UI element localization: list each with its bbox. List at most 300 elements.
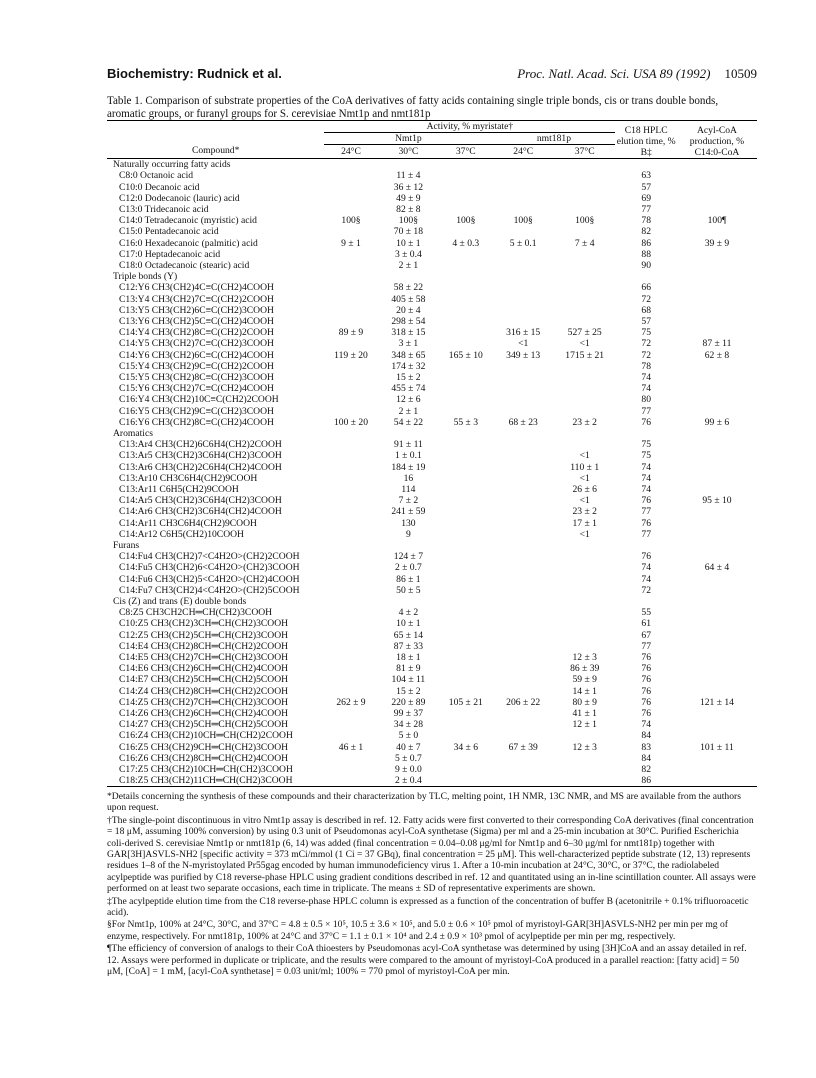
- compound-name: C17:0 Heptadecanoic acid: [119, 248, 221, 260]
- value-cell: [492, 282, 554, 293]
- value-cell: [324, 462, 377, 473]
- table-row: [107, 383, 757, 394]
- table-row: [107, 641, 757, 652]
- nmt1p-header: Nmt1p: [324, 133, 492, 145]
- value-cell: 86 ± 1: [396, 573, 421, 585]
- footnote: ‡The acylpeptide elution time from the C18 reverse-phase HPLC column is expressed as a function of the concentration of buffer B (acetonitrile + 0.1% trifluoroacetic acid).: [107, 895, 749, 919]
- value-cell: 89 ± 9: [338, 327, 364, 339]
- value-cell: 54 ± 22: [393, 416, 424, 428]
- value-cell: [554, 775, 616, 787]
- table-row: [107, 674, 757, 685]
- compound-name: C16:Y5 CH3(CH2)9C≡C(CH2)3COOH: [119, 405, 274, 417]
- value-cell: [677, 641, 757, 652]
- compound-name: C14:0 Tetradecanoic (myristic) acid: [119, 215, 257, 227]
- value-cell: 72: [641, 293, 651, 305]
- value-cell: 165 ± 10: [448, 349, 483, 361]
- value-cell: [677, 327, 757, 338]
- value-cell: [554, 249, 616, 260]
- table-caption: Table 1. Comparison of substrate properties of the CoA derivatives of fatty acids containing single triple bonds, cis or trans double bonds, aromatic groups, or furanyl groups for S. cerevisiae Nmt1p and nmt181p: [107, 95, 719, 120]
- value-cell: [324, 204, 377, 215]
- value-cell: 1 ± 0.1: [394, 450, 422, 462]
- table-row: [107, 562, 757, 573]
- value-cell: [492, 462, 554, 473]
- value-cell: [677, 663, 757, 674]
- value-cell: 76: [641, 663, 651, 675]
- value-cell: 349 ± 13: [506, 349, 541, 361]
- value-cell: 124 ± 7: [393, 551, 424, 563]
- compound-name: C14:Fu7 CH3(CH2)4<C4H2O>(CH2)5COOH: [119, 584, 300, 596]
- value-cell: 74: [641, 573, 651, 585]
- compound-name: C14:E5 CH3(CH2)7CH═CH(CH2)3COOH: [119, 652, 289, 664]
- value-cell: [554, 618, 616, 629]
- table-row: [107, 260, 757, 271]
- value-cell: [492, 204, 554, 215]
- value-cell: [324, 193, 377, 204]
- value-cell: [554, 182, 616, 193]
- value-cell: 87 ± 33: [393, 640, 424, 652]
- value-cell: [439, 686, 492, 697]
- compound-name: C14:E6 CH3(CH2)6CH═CH(CH2)4COOH: [119, 663, 289, 675]
- value-cell: 105 ± 21: [448, 696, 483, 708]
- section-label: Furans: [113, 540, 140, 552]
- value-cell: [324, 226, 377, 237]
- table-row: [107, 316, 757, 327]
- value-cell: [439, 204, 492, 215]
- value-cell: [492, 551, 554, 562]
- value-cell: 39 ± 9: [704, 237, 730, 249]
- value-cell: [324, 473, 377, 484]
- table-row: [107, 215, 757, 226]
- value-cell: [677, 305, 757, 316]
- value-cell: [439, 462, 492, 473]
- table-row: [107, 193, 757, 204]
- value-cell: 174 ± 32: [391, 360, 426, 372]
- value-cell: [324, 361, 377, 372]
- value-cell: 83: [641, 741, 651, 753]
- value-cell: [677, 249, 757, 260]
- value-cell: 318 ± 15: [391, 327, 426, 339]
- value-cell: [554, 305, 616, 316]
- acyl-coa-header: Acyl-CoA production, % C14:0-CoA: [677, 121, 757, 159]
- value-cell: [677, 361, 757, 372]
- nmt181p-header: nmt181p: [492, 133, 615, 145]
- value-cell: 15 ± 2: [396, 685, 421, 697]
- table-row: [107, 663, 757, 674]
- value-cell: [439, 484, 492, 495]
- value-cell: [439, 529, 492, 540]
- value-cell: 7 ± 4: [574, 237, 595, 249]
- value-cell: [439, 182, 492, 193]
- value-cell: 72: [641, 584, 651, 596]
- value-cell: 57: [641, 181, 651, 193]
- value-cell: 77: [641, 506, 651, 518]
- value-cell: [554, 730, 616, 741]
- hplc-header: C18 HPLC elution time, % B‡: [615, 121, 677, 159]
- value-cell: 68: [641, 304, 651, 316]
- value-cell: 23 ± 2: [572, 506, 597, 518]
- value-cell: 68 ± 23: [508, 416, 538, 428]
- section-label: Naturally occurring fatty acids: [113, 159, 231, 171]
- value-cell: 262 ± 9: [336, 696, 366, 708]
- value-cell: [439, 226, 492, 237]
- value-cell: 9 ± 0.0: [394, 764, 422, 776]
- value-cell: 86: [641, 237, 651, 249]
- value-cell: [324, 708, 377, 719]
- value-cell: 50 ± 5: [396, 584, 421, 596]
- value-cell: 110 ± 1: [570, 461, 600, 473]
- value-cell: [324, 652, 377, 663]
- compound-name: C14:Y5 CH3(CH2)7C≡C(CH2)3COOH: [119, 338, 274, 350]
- value-cell: [677, 462, 757, 473]
- value-cell: [439, 473, 492, 484]
- value-cell: [492, 562, 554, 573]
- value-cell: 100§: [398, 215, 418, 227]
- value-cell: 15 ± 2: [396, 371, 421, 383]
- value-cell: 90: [641, 259, 651, 271]
- value-cell: 74: [641, 461, 651, 473]
- compound-name: C12:Z5 CH3(CH2)5CH═CH(CH2)3COOH: [119, 629, 289, 641]
- value-cell: [677, 316, 757, 327]
- value-cell: [492, 305, 554, 316]
- value-cell: 184 ± 19: [391, 461, 426, 473]
- value-cell: [439, 753, 492, 764]
- value-cell: 17 ± 1: [572, 517, 597, 529]
- value-cell: [324, 618, 377, 629]
- table-row: [107, 652, 757, 663]
- value-cell: [554, 585, 616, 596]
- value-cell: 76: [641, 708, 651, 720]
- value-cell: 77: [641, 528, 651, 540]
- compound-name: C14:Y4 CH3(CH2)8C≡C(CH2)2COOH: [119, 327, 274, 339]
- activity-header: Activity, % myristate†: [324, 121, 615, 133]
- compound-name: C16:Z6 CH3(CH2)8CH═CH(CH2)4COOH: [119, 752, 289, 764]
- section-row: [107, 428, 757, 439]
- value-cell: [324, 439, 377, 450]
- table-row: [107, 249, 757, 260]
- compound-header: Compound*: [107, 145, 324, 159]
- value-cell: [677, 686, 757, 697]
- value-cell: [677, 753, 757, 764]
- value-cell: 72: [641, 338, 651, 350]
- section-label: Cis (Z) and trans (E) double bonds: [113, 596, 247, 608]
- compound-name: C14:E4 CH3(CH2)8CH═CH(CH2)2COOH: [119, 640, 289, 652]
- temp-header: 24°C: [324, 145, 377, 159]
- value-cell: [492, 708, 554, 719]
- value-cell: [554, 204, 616, 215]
- value-cell: [324, 775, 377, 787]
- value-cell: 41 ± 1: [572, 708, 597, 720]
- value-cell: 20 ± 4: [396, 304, 421, 316]
- value-cell: [439, 562, 492, 573]
- value-cell: 86 ± 39: [570, 663, 600, 675]
- table-row: [107, 529, 757, 540]
- value-cell: 64 ± 4: [704, 562, 730, 574]
- value-cell: 67 ± 39: [508, 741, 538, 753]
- value-cell: [677, 294, 757, 305]
- value-cell: [492, 719, 554, 730]
- value-cell: 100§: [513, 215, 533, 227]
- value-cell: [677, 193, 757, 204]
- value-cell: [439, 730, 492, 741]
- value-cell: <1: [579, 338, 590, 350]
- table-row: [107, 719, 757, 730]
- value-cell: [554, 294, 616, 305]
- value-cell: 69: [641, 192, 651, 204]
- value-cell: 5 ± 0: [398, 730, 419, 742]
- value-cell: [439, 630, 492, 641]
- value-cell: 11 ± 4: [396, 170, 421, 182]
- value-cell: 55: [641, 607, 651, 619]
- compound-name: C16:Z5 CH3(CH2)9CH═CH(CH2)3COOH: [119, 741, 289, 753]
- value-cell: [439, 193, 492, 204]
- value-cell: [554, 282, 616, 293]
- value-cell: 91 ± 11: [393, 439, 423, 451]
- value-cell: [677, 730, 757, 741]
- value-cell: 88: [641, 248, 651, 260]
- header-spacer: [107, 121, 324, 133]
- value-cell: [677, 204, 757, 215]
- value-cell: 99 ± 37: [393, 708, 424, 720]
- compound-name: C14:Ar11 CH3C6H4(CH2)9COOH: [119, 517, 257, 529]
- value-cell: 2 ± 0.4: [378, 775, 440, 787]
- compound-name: C16:Z4 CH3(CH2)10CH═CH(CH2)2COOH: [119, 730, 293, 742]
- value-cell: [439, 708, 492, 719]
- table-row: [107, 182, 757, 193]
- table-row: [107, 417, 757, 428]
- value-cell: [492, 406, 554, 417]
- value-cell: [492, 182, 554, 193]
- value-cell: [324, 630, 377, 641]
- value-cell: 75: [641, 439, 651, 451]
- value-cell: 3 ± 1: [398, 338, 419, 350]
- value-cell: [492, 730, 554, 741]
- compound-name: C14:Ar6 CH3(CH2)3C6H4(CH2)4COOH: [119, 506, 282, 518]
- value-cell: [324, 450, 377, 461]
- value-cell: <1: [579, 450, 590, 462]
- table-row: [107, 708, 757, 719]
- compound-name: C10:0 Decanoic acid: [119, 181, 200, 193]
- value-cell: [324, 641, 377, 652]
- compound-name: C14:Z4 CH3(CH2)8CH═CH(CH2)2COOH: [119, 685, 289, 697]
- table-row: [107, 730, 757, 741]
- table-row: [107, 204, 757, 215]
- value-cell: 5 ± 0.7: [394, 752, 422, 764]
- table-row: [107, 282, 757, 293]
- value-cell: 59 ± 9: [572, 674, 597, 686]
- value-cell: 77: [641, 640, 651, 652]
- value-cell: [677, 775, 757, 787]
- compound-name: C16:Y6 CH3(CH2)8C≡C(CH2)4COOH: [119, 416, 274, 428]
- footnote: †The single-point discontinuous in vitro Nmt1p assay is described in ref. 12. Fatty acids were first converted to their corresponding CoA derivatives (final concentration = 18 μM, assuming 100% conversion) by using 0.3 unit of Pseudomonas acyl-CoA synthetase (Sigma) per ml and a 25-min incubation at 30°C. Purified Escherichia coli-derived S. cerevisiae Nmt1p or nmt181p (6, 14) was added (final concentration = 0.04–0.08 μg/ml for Nmt1p and 6–30 μg/ml for nmt181p) together with GAR[3H]ASVLS-NH2 [specific activity = 373 mCi/mmol (1 Ci = 37 GBq), final concentration = 25 μM]. This well-characterized peptide substrate (12, 13) represents residues 1–8 of the N-myristoylated Pr55gag encoded by human immunodeficiency virus 1. After a 10-min incubation at 24°C, 30°C, or 37°C, the radiolabeled acylpeptide was purified by C18 reverse-phase HPLC using gradient conditions described in ref. 12 and quantitated using an in-line scintillation counter. All assays were performed on at least two separate occasions, each time in triplicate. The means ± SD of representative experiments are shown.: [107, 814, 756, 895]
- value-cell: [492, 249, 554, 260]
- compound-name: C13:Y6 CH3(CH2)5C≡C(CH2)4COOH: [119, 315, 274, 327]
- value-cell: [324, 484, 377, 495]
- value-cell: [554, 753, 616, 764]
- value-cell: 121 ± 14: [699, 696, 734, 708]
- value-cell: 114: [401, 484, 416, 495]
- value-cell: [324, 249, 377, 260]
- value-cell: [492, 574, 554, 585]
- compound-name: C14:Ar12 C6H5(CH2)10COOH: [119, 528, 244, 540]
- value-cell: [324, 585, 377, 596]
- value-cell: 40 ± 7: [396, 741, 421, 753]
- compound-name: C14:Z7 CH3(CH2)5CH═CH(CH2)5COOH: [119, 719, 289, 731]
- temp-header: 30°C: [378, 145, 440, 159]
- value-cell: <1: [579, 472, 590, 484]
- value-cell: [677, 551, 757, 562]
- table-row: [107, 439, 757, 450]
- temp-header: 37°C: [439, 145, 492, 159]
- value-cell: [677, 618, 757, 629]
- value-cell: [324, 316, 377, 327]
- value-cell: 82: [641, 764, 651, 776]
- value-cell: [324, 383, 377, 394]
- value-cell: [324, 305, 377, 316]
- value-cell: 100 ± 20: [333, 416, 369, 428]
- value-cell: [492, 652, 554, 663]
- table-row: [107, 305, 757, 316]
- value-cell: 14 ± 1: [572, 685, 597, 697]
- value-cell: [439, 316, 492, 327]
- value-cell: 100§: [575, 215, 595, 227]
- compound-name: C13:Ar11 C6H5(CH2)9COOH: [119, 484, 239, 495]
- table-row: [107, 495, 757, 506]
- value-cell: 77: [641, 203, 651, 215]
- table-row: [107, 585, 757, 596]
- value-cell: [439, 674, 492, 685]
- value-cell: [324, 338, 377, 349]
- value-cell: [439, 607, 492, 618]
- value-cell: 70 ± 18: [393, 226, 424, 238]
- value-cell: [554, 551, 616, 562]
- value-cell: [492, 473, 554, 484]
- value-cell: 74: [641, 383, 651, 395]
- value-cell: [439, 551, 492, 562]
- value-cell: <1: [579, 528, 590, 540]
- value-cell: [439, 495, 492, 506]
- compound-name: C14:Y6 CH3(CH2)6C≡C(CH2)4COOH: [119, 349, 274, 361]
- compound-name: C10:Z5 CH3(CH2)3CH═CH(CH2)3COOH: [119, 618, 289, 630]
- value-cell: 76: [641, 685, 651, 697]
- compound-name: C14:Z6 CH3(CH2)6CH═CH(CH2)4COOH: [119, 708, 289, 720]
- table-row: [107, 462, 757, 473]
- value-cell: 119 ± 20: [334, 349, 368, 361]
- value-cell: 455 ± 74: [391, 383, 426, 395]
- value-cell: 77: [641, 405, 651, 417]
- value-cell: [677, 652, 757, 663]
- value-cell: [677, 506, 757, 517]
- value-cell: [492, 663, 554, 674]
- value-cell: [439, 450, 492, 461]
- value-cell: 2 ± 1: [398, 259, 419, 271]
- table-row: [107, 764, 757, 775]
- value-cell: 76: [641, 696, 651, 708]
- value-cell: [324, 495, 377, 506]
- table-row: [107, 686, 757, 697]
- value-cell: 76: [641, 551, 651, 563]
- section-row: [107, 271, 757, 282]
- value-cell: [492, 686, 554, 697]
- value-cell: [554, 361, 616, 372]
- value-cell: [677, 607, 757, 618]
- value-cell: 62 ± 8: [704, 349, 730, 361]
- table-row: [107, 294, 757, 305]
- value-cell: [492, 630, 554, 641]
- value-cell: [492, 372, 554, 383]
- footnote: ¶The efficiency of conversion of analogs to their CoA thioesters by Pseudomonas acyl-CoA synthetase was determined by using [3H]CoA and an assay detailed in ref. 12. Assays were performed in duplicate or triplicate, and the results were compared to the amount of myristoyl-CoA produced in a parallel reaction: [fatty acid] = 50 μM, [CoA] = 1 mM, [acyl-CoA synthetase] = 0.03 unit/ml; 100% = 770 pmol of myristoyl-CoA per min.: [107, 943, 747, 978]
- value-cell: [677, 372, 757, 383]
- value-cell: 65 ± 14: [393, 629, 424, 641]
- value-cell: [492, 361, 554, 372]
- value-cell: 84: [641, 730, 651, 742]
- value-cell: 63: [641, 170, 651, 182]
- value-cell: [324, 294, 377, 305]
- value-cell: [492, 450, 554, 461]
- value-cell: [324, 562, 377, 573]
- value-cell: [677, 473, 757, 484]
- value-cell: [677, 260, 757, 271]
- table-row: [107, 394, 757, 405]
- value-cell: [324, 170, 377, 181]
- value-cell: [492, 484, 554, 495]
- value-cell: [439, 372, 492, 383]
- value-cell: [677, 450, 757, 461]
- value-cell: [677, 282, 757, 293]
- compound-name: C13:Ar6 CH3(CH2)2C6H4(CH2)4COOH: [119, 461, 282, 473]
- value-cell: 206 ± 22: [506, 696, 541, 708]
- value-cell: [554, 383, 616, 394]
- table-row: [107, 484, 757, 495]
- value-cell: 82 ± 8: [396, 203, 421, 215]
- table-row: [107, 618, 757, 629]
- value-cell: [554, 406, 616, 417]
- value-cell: [439, 327, 492, 338]
- value-cell: [492, 674, 554, 685]
- compound-name: C13:Y4 CH3(CH2)7C≡C(CH2)2COOH: [119, 293, 274, 305]
- table-row: [107, 450, 757, 461]
- value-cell: 241 ± 59: [391, 506, 426, 518]
- value-cell: [554, 439, 616, 450]
- table-row: [107, 697, 757, 708]
- value-cell: [324, 764, 377, 775]
- compound-name: C12:Y6 CH3(CH2)4C≡C(CH2)4COOH: [119, 282, 274, 294]
- compound-name: C12:0 Dodecanoic (lauric) acid: [119, 192, 240, 204]
- value-cell: [492, 618, 554, 629]
- value-cell: [554, 372, 616, 383]
- value-cell: [439, 506, 492, 517]
- value-cell: [677, 484, 757, 495]
- value-cell: [492, 518, 554, 529]
- value-cell: 58 ± 22: [393, 282, 424, 294]
- value-cell: [554, 316, 616, 327]
- compound-name: C14:E7 CH3(CH2)5CH═CH(CH2)5COOH: [119, 674, 289, 686]
- value-cell: [492, 764, 554, 775]
- value-cell: [439, 383, 492, 394]
- table-row: [107, 574, 757, 585]
- running-head-journal: [517, 66, 757, 82]
- value-cell: [324, 529, 377, 540]
- value-cell: 405 ± 58: [391, 293, 426, 305]
- table-row: [107, 406, 757, 417]
- value-cell: 99 ± 6: [704, 416, 730, 428]
- value-cell: [492, 641, 554, 652]
- value-cell: [324, 406, 377, 417]
- value-cell: [677, 529, 757, 540]
- value-cell: [324, 182, 377, 193]
- temp-header: 37°C: [554, 145, 616, 159]
- value-cell: 527 ± 25: [567, 327, 602, 339]
- footnote: §For Nmt1p, 100% at 24°C, 30°C, and 37°C = 4.8 ± 0.5 × 10⁵, 10.5 ± 3.6 × 10⁵, and 5.0 ± 0.6 × 10⁵ pmol of myristoyl-GAR[3H]ASVLS-NH2 per min per mg of enzyme, respectively. For nmt181p, 100% at 24°C and 37°C = 1.1 ± 0.1 × 10⁴ and 2.4 ± 0.9 × 10³ pmol of acylpeptide per min per mg, respectively.: [107, 919, 728, 942]
